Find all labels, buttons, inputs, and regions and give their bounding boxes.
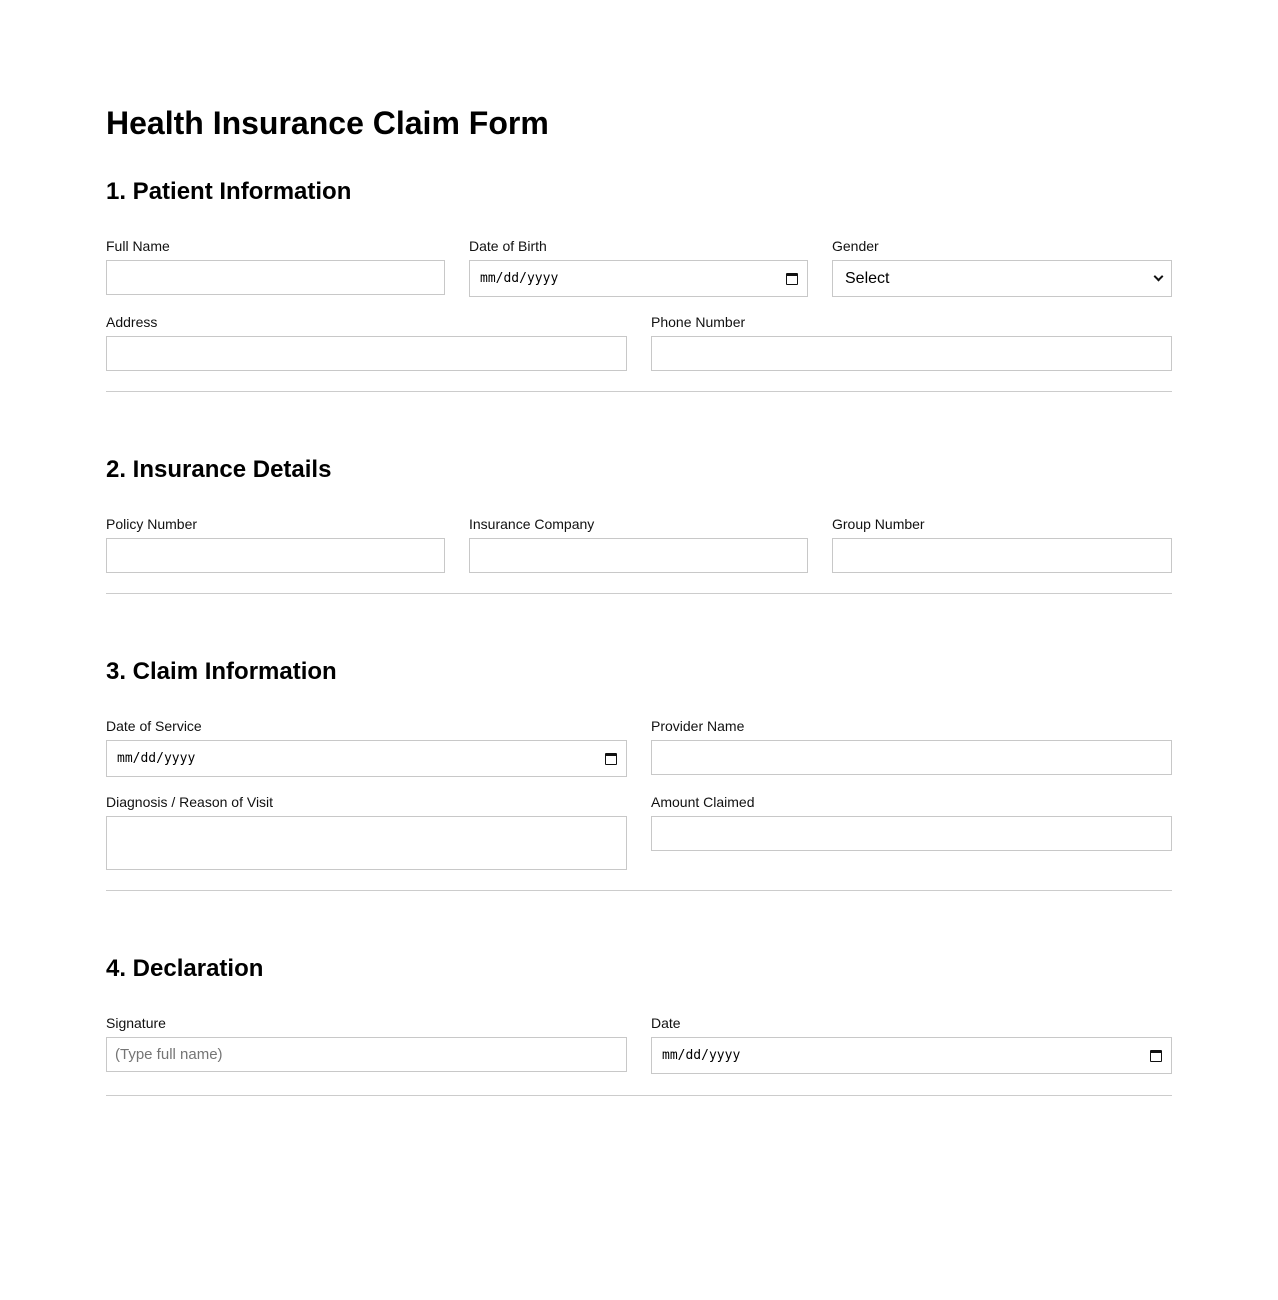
- signature-input[interactable]: [106, 1037, 627, 1072]
- address-field: [106, 314, 627, 371]
- full-name-field: [106, 238, 445, 297]
- section-heading: 3. Claim Information: [106, 658, 337, 685]
- claim-row-2: [106, 794, 1172, 870]
- dob-label: Date of Birth: [469, 238, 547, 254]
- gender-field: [832, 238, 1172, 297]
- gender-select[interactable]: [832, 260, 1172, 297]
- declaration-date-placeholder: mm/dd/yyyy: [662, 1048, 741, 1063]
- patient-row-2: [106, 314, 1172, 371]
- page-title: Health Insurance Claim Form: [106, 105, 549, 141]
- insurance-company-label: Insurance Company: [469, 516, 595, 532]
- diagnosis-field: [106, 794, 627, 870]
- date-of-service-field: [106, 718, 627, 777]
- section-divider: [106, 1095, 1172, 1096]
- section-heading: 4. Declaration: [106, 955, 264, 982]
- phone-label: Phone Number: [651, 314, 746, 330]
- amount-claimed-label: Amount Claimed: [651, 794, 755, 810]
- calendar-icon[interactable]: [786, 273, 798, 285]
- declaration-row-1: [106, 1015, 1172, 1074]
- section-claim-information: [106, 658, 1172, 686]
- dob-placeholder: mm/dd/yyyy: [480, 271, 559, 286]
- policy-number-input[interactable]: [106, 538, 445, 573]
- chevron-down-icon: [1154, 272, 1164, 282]
- date-of-service-label: Date of Service: [106, 718, 202, 734]
- phone-input[interactable]: [651, 336, 1172, 371]
- calendar-icon[interactable]: [605, 753, 617, 765]
- dob-field: [469, 238, 808, 297]
- policy-number-field: [106, 516, 445, 573]
- date-of-service-input[interactable]: [106, 740, 627, 777]
- insurance-company-field: [469, 516, 808, 573]
- signature-placeholder: (Type full name): [115, 1046, 223, 1063]
- dob-input[interactable]: [469, 260, 808, 297]
- insurance-company-input[interactable]: [469, 538, 808, 573]
- group-number-field: [832, 516, 1172, 573]
- gender-selected-value: Select: [845, 269, 890, 287]
- address-label: Address: [106, 314, 158, 330]
- section-divider: [106, 890, 1172, 891]
- provider-name-field: [651, 718, 1172, 777]
- diagnosis-label: Diagnosis / Reason of Visit: [106, 794, 274, 810]
- full-name-label: Full Name: [106, 238, 170, 254]
- full-name-input[interactable]: [106, 260, 445, 295]
- declaration-date-label: Date: [651, 1015, 681, 1031]
- group-number-label: Group Number: [832, 516, 925, 532]
- gender-label: Gender: [832, 238, 879, 254]
- declaration-date-input[interactable]: [651, 1037, 1172, 1074]
- section-divider: [106, 391, 1172, 392]
- address-input[interactable]: [106, 336, 627, 371]
- declaration-date-field: [651, 1015, 1172, 1074]
- signature-field: [106, 1015, 627, 1072]
- provider-name-input[interactable]: [651, 740, 1172, 775]
- calendar-icon[interactable]: [1150, 1050, 1162, 1062]
- patient-row-1: [106, 238, 1172, 297]
- policy-number-label: Policy Number: [106, 516, 198, 532]
- signature-label: Signature: [106, 1015, 166, 1031]
- section-divider: [106, 593, 1172, 594]
- diagnosis-textarea[interactable]: [106, 816, 627, 870]
- claim-row-1: [106, 718, 1172, 777]
- section-patient-information: [106, 178, 1172, 206]
- section-heading: 2. Insurance Details: [106, 456, 332, 483]
- amount-claimed-field: [651, 794, 1172, 851]
- section-insurance-details: [106, 456, 1172, 484]
- amount-claimed-input[interactable]: [651, 816, 1172, 851]
- date-of-service-placeholder: mm/dd/yyyy: [117, 751, 196, 766]
- section-heading: 1. Patient Information: [106, 178, 352, 205]
- section-declaration: [106, 955, 1172, 983]
- insurance-row-1: [106, 516, 1172, 573]
- phone-field: [651, 314, 1172, 371]
- provider-name-label: Provider Name: [651, 718, 745, 734]
- group-number-input[interactable]: [832, 538, 1172, 573]
